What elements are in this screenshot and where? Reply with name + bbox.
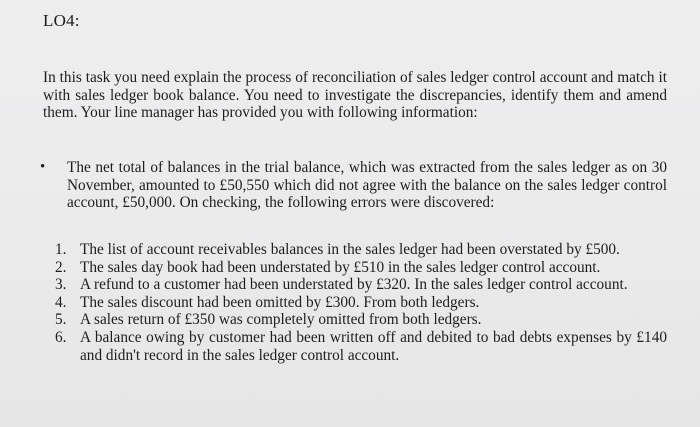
error-number: 3.: [55, 276, 67, 294]
error-text: The sales day book had been understated by £510 in the sales ledger control account.: [80, 258, 601, 276]
error-text: The list of account receivables balances in the sales ledger had been overstated by £500.: [80, 241, 620, 258]
error-item: [43, 259, 667, 277]
section-heading: LO4:: [43, 11, 80, 30]
bullet-icon: •: [40, 159, 46, 175]
error-text: A sales return of £350 was completely omitted from both ledgers.: [80, 311, 482, 329]
bullet-text: The net total of balances in the trial balance, which was extracted from the sales ledger as on 30 November, amounted to £50,550 which did not agree with the balance on the sales ledger control account, £50,000. On checking, the following errors were discovered:: [67, 159, 667, 212]
bullet-point: [40, 159, 667, 212]
task-intro-paragraph: In this task you need explain the process of reconciliation of sales ledger control account and match it with sales ledger book balance. You need to investigate the discrepancies, identify them and amend them. Your line manager has provided you with following information:: [43, 69, 667, 122]
error-item: [43, 241, 667, 259]
error-item: [43, 294, 667, 312]
error-number: 5.: [55, 311, 67, 329]
error-item: [43, 276, 667, 294]
error-item: [43, 329, 667, 364]
error-number: 6.: [55, 328, 67, 346]
error-number: 4.: [55, 293, 67, 311]
error-number: 2.: [55, 258, 67, 276]
error-number: 1.: [55, 241, 67, 258]
error-text: The sales discount had been omitted by £300. From both ledgers.: [80, 293, 480, 311]
error-text: A refund to a customer had been understated by £320. In the sales ledger control account.: [80, 276, 628, 294]
errors-list: [43, 241, 667, 364]
error-item: [43, 311, 667, 329]
error-text: A balance owing by customer had been written off and debited to bad debts expenses by £140 and didn't record in the sales ledger control account.: [80, 328, 667, 364]
